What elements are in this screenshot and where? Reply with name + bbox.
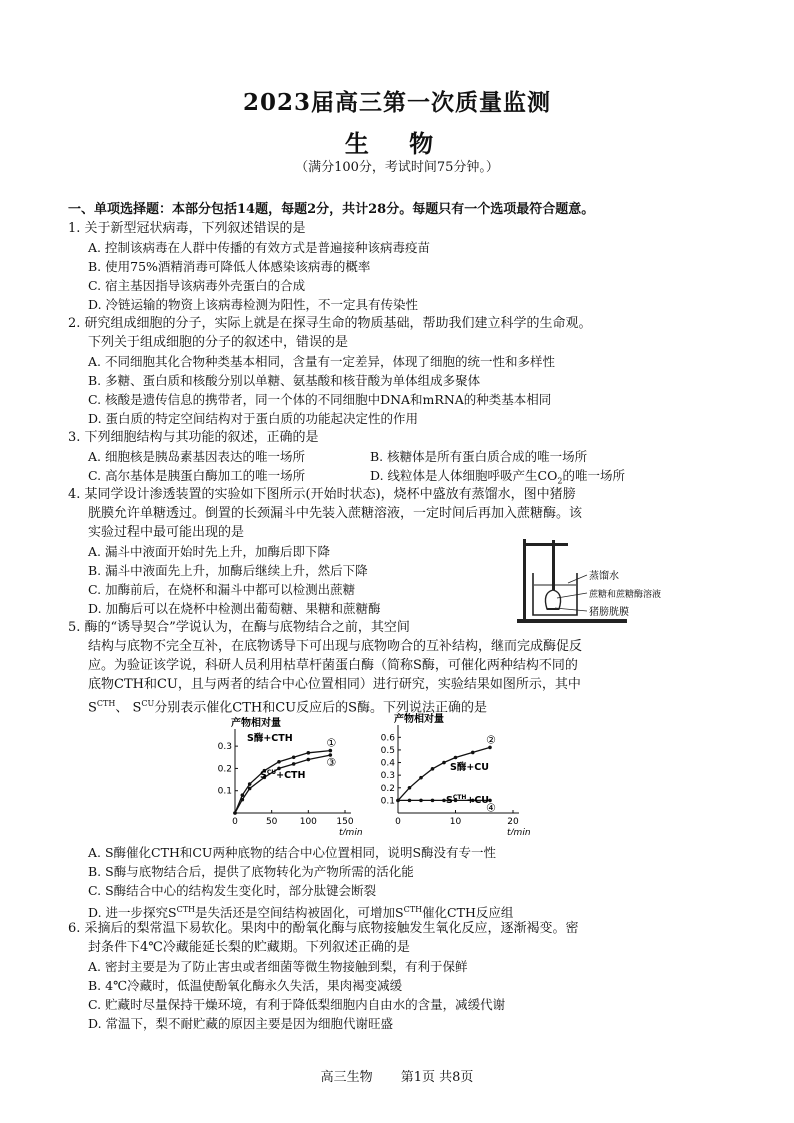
q3-option-a: A. 细胞核是胰岛素基因表达的唯一场所	[88, 449, 305, 464]
q1-option-c: C. 宿主基因指导该病毒外壳蛋白的合成	[88, 278, 306, 293]
x-axis-label: t/min	[339, 828, 363, 835]
q4-stem-line1: 4. 某同学设计渗透装置的实验如下图所示(开始时状态)，烧杯中盛放有蒸馏水，图中猪膀	[68, 487, 576, 502]
data-point	[471, 751, 475, 755]
data-point	[419, 799, 423, 803]
series-marker-0: ①	[326, 736, 337, 750]
q6-option-a: A. 密封主要是为了防止害虫或者细菌等微生物接触到梨，有利于保鲜	[88, 959, 468, 974]
x-axis-label: t/min	[507, 828, 531, 835]
q5-option-b: B. S酶与底物结合后，提供了底物转化为产物所需的活化能	[88, 864, 414, 879]
q3-option-d: D. 线粒体是人体细胞呼吸产生$CO_2$的唯一场所	[370, 468, 625, 486]
y-tick-label: 0.1	[217, 786, 232, 797]
y-axis-label: 产物相对量	[231, 718, 281, 729]
x-tick-label: 50	[265, 817, 278, 827]
q6-option-d: D. 常温下，梨不耐贮藏的原因主要是因为细胞代谢旺盛	[88, 1016, 394, 1031]
q2-option-b: B. 多糖、蛋白质和核酸分别以单糖、氨基酸和核苷酸为单体组成多聚体	[88, 373, 481, 388]
x-tick-label: 0	[232, 817, 238, 827]
q4-stem-line2: 胱膜允许单糖透过。倒置的长颈漏斗中先装入蔗糖溶液，一定时间后再加入蔗糖酶。该	[88, 506, 583, 521]
series-line-0	[398, 747, 490, 800]
x-tick-label: 100	[299, 817, 317, 827]
y-tick-label: 0.3	[217, 742, 232, 753]
y-axis-label: 产物相对量	[394, 714, 444, 725]
q4-option-c: C. 加酶前后，在烧杯和漏斗中都可以检测出蔗糖	[88, 582, 356, 597]
fig-label-sucrose-solution: 蔗糖和蔗糖酶溶液	[589, 590, 662, 600]
y-tick-label: 0.6	[380, 733, 395, 744]
data-point	[307, 758, 311, 762]
q5-option-c: C. S酶结合中心的结构发生变化时，部分肽键会断裂	[88, 883, 377, 898]
q2-stem-line1: 2. 研究组成细胞的分子，实际上就是在探寻生命的物质基础，帮助我们建立科学的生命观。	[68, 316, 592, 331]
data-point	[292, 755, 296, 759]
x-tick-label: 0	[395, 817, 401, 827]
q2-option-c: C. 核酸是遗传信息的携带者，同一个体的不同细胞中DNA和mRNA的种类基本相同	[88, 392, 552, 407]
q1-stem: 1. 关于新型冠状病毒，下列叙述错误的是	[68, 221, 306, 236]
data-point	[248, 787, 252, 791]
x-tick-label: 20	[507, 817, 519, 827]
exam-title: 2023届高三第一次质量监测	[242, 89, 551, 116]
q6-stem-line2: 封条件下4℃冷藏能延长梨的贮藏期。下列叙述正确的是	[88, 940, 410, 955]
data-point	[454, 756, 458, 760]
data-point	[292, 762, 296, 766]
q1-option-d: D. 冷链运输的物资上该病毒检测为阳性，不一定具有传染性	[88, 297, 419, 312]
data-point	[442, 761, 446, 765]
q4-option-a: A. 漏斗中液面开始时先上升，加酶后即下降	[88, 544, 330, 559]
exam-note: （满分100分，考试时间75分钟。）	[295, 160, 499, 175]
q5-stem-line2: 结构与底物不完全互补，在底物诱导下可出现与底物吻合的互补结构，继而完成酶促反	[88, 639, 583, 654]
series-label-0: S酶+CTH	[247, 733, 293, 744]
chart-left	[205, 713, 365, 835]
data-point	[277, 760, 281, 764]
q4-option-d: D. 加酶后可以在烧杯中检测出葡萄糖、果糖和蔗糖酶	[88, 601, 381, 616]
series-marker-1: ④	[486, 801, 496, 815]
q4-option-b: B. 漏斗中液面先上升，加酶后继续上升，然后下降	[88, 563, 368, 578]
osmosis-apparatus-figure	[505, 535, 695, 625]
series-marker-1: ③	[326, 756, 337, 770]
q4-stem-line3: 实验过程中最可能出现的是	[88, 525, 245, 540]
fig-label-distilled-water: 蒸馏水	[589, 571, 619, 582]
footer-subject: 高三生物	[320, 1070, 373, 1085]
q3-option-c: C. 高尔基体是胰蛋白酶加工的唯一场所	[88, 468, 306, 483]
data-point	[233, 811, 237, 815]
data-point	[431, 767, 435, 771]
data-point	[248, 782, 252, 786]
data-point	[408, 799, 412, 803]
q5-stem-line4: 底物CTH和CU，且与两者的结合中心位置相同）进行研究，实验结果如图所示，其中	[88, 677, 581, 692]
data-point	[431, 799, 435, 803]
q1-option-b: B. 使用75%酒精消毒可降低人体感染该病毒的概率	[88, 259, 371, 274]
y-tick-label: 0.4	[380, 758, 395, 769]
data-point	[241, 798, 245, 802]
section-heading: 一、单项选择题：本部分包括14题，每题2分，共计28分。每题只有一个选项最符合题意。	[68, 202, 595, 217]
q3-option-b: B. 核糖体是所有蛋白质合成的唯一场所	[370, 449, 588, 464]
fig-label-bladder-membrane: 猪膀胱膜	[589, 607, 629, 618]
data-point	[241, 793, 245, 797]
series-label-1: $S^{CU}+CTH$	[260, 769, 306, 781]
y-tick-label: 0.5	[380, 745, 395, 756]
q5-stem-line3: 应。为验证该学说，科研人员利用枯草杆菌蛋白酶（简称S酶，可催化两种结构不同的	[88, 658, 578, 673]
q6-option-c: C. 贮藏时尽量保持干燥环境，有利于降低梨细胞内自由水的含量，减缓代谢	[88, 997, 506, 1012]
q2-option-a: A. 不同细胞其化合物种类基本相同，含量有一定差异，体现了细胞的统一性和多样性	[88, 354, 555, 369]
y-tick-label: 0.1	[380, 796, 395, 807]
series-label-1: $S^{CTH}+CU$	[446, 794, 490, 806]
q2-stem-line2: 下列关于组成细胞的分子的叙述中，错误的是	[88, 335, 349, 350]
footer-page-number: 第1页 共8页	[400, 1070, 474, 1085]
y-tick-label: 0.2	[217, 764, 232, 775]
page-footer	[0, 1066, 794, 1085]
q6-stem-line1: 6. 采摘后的梨常温下易软化。果肉中的酚氧化酶与底物接触发生氧化反应，逐渐褐变。密	[68, 921, 579, 936]
series-label-0: S酶+CU	[450, 762, 489, 773]
data-point	[419, 776, 423, 780]
subject-title: 生 物	[344, 129, 450, 158]
q5-stem-line1: 5. 酶的“诱导契合”学说认为，在酶与底物结合之前，其空间	[68, 620, 410, 635]
q2-option-d: D. 蛋白质的特定空间结构对于蛋白质的功能起决定性的作用	[88, 411, 419, 426]
q5-option-d: D. 进一步探究$S^{CTH}$是失活还是空间结构被固化，可增加$S^{CTH}$催化CTH反应组	[88, 905, 514, 921]
series-marker-0: ②	[486, 733, 496, 747]
series-line-0	[235, 751, 330, 813]
data-point	[307, 751, 311, 755]
x-tick-label: 10	[449, 817, 462, 827]
x-tick-label: 150	[336, 817, 354, 827]
q6-option-b: B. 4℃冷藏时，低温使酚氧化酶永久失活，果肉褐变减缓	[88, 978, 403, 993]
chart-right	[368, 713, 543, 835]
q3-stem: 3. 下列细胞结构与其功能的叙述，正确的是	[68, 430, 319, 445]
q5-option-a: A. S酶催化CTH和CU两种底物的结合中心位置相同，说明S酶没有专一性	[88, 845, 497, 860]
y-tick-label: 0.2	[380, 783, 395, 794]
q5-stem-line5: $S^{CTH}$、 $S^{CU}$分别表示催化CTH和CU反应后的S酶。下列说法正确的是	[88, 699, 488, 716]
y-tick-label: 0.3	[380, 771, 395, 782]
data-point	[396, 799, 400, 803]
q1-option-a: A. 控制该病毒在人群中传播的有效方式是普遍接种该病毒疫苗	[88, 240, 430, 255]
data-point	[408, 786, 412, 790]
